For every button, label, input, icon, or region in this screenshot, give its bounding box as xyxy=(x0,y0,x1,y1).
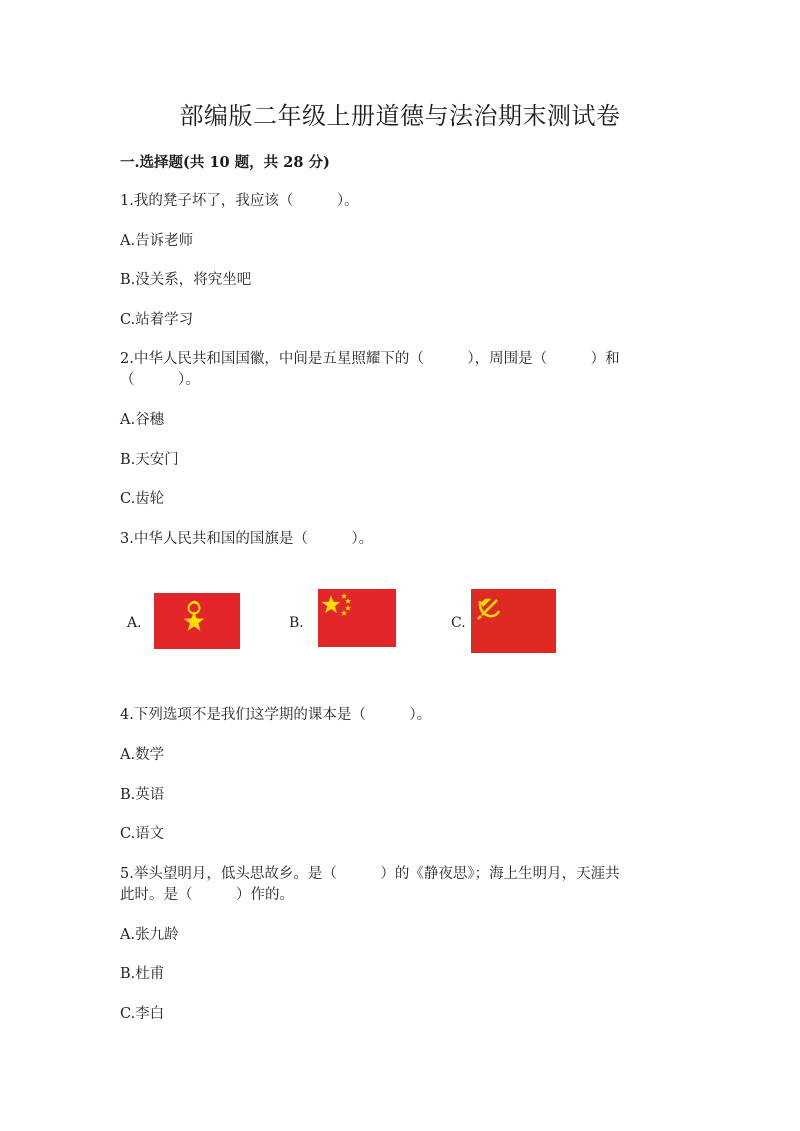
question-2-option-b: B.天安门 xyxy=(120,452,179,468)
question-5-stem: 5.举头望明月，低头思故乡。是（ ）的《静夜思》；海上生明月，天涯共 xyxy=(120,866,620,882)
flag-option-c-label: C. xyxy=(451,615,466,631)
question-5-stem-cont: 此时。是（ ）作的。 xyxy=(120,887,294,903)
question-3-stem: 3.中华人民共和国的国旗是（ ）。 xyxy=(120,531,374,547)
question-2-stem: 2.中华人民共和国国徽，中间是五星照耀下的（ ），周围是（ ）和 xyxy=(120,351,620,367)
question-5-option-a: A.张九龄 xyxy=(120,927,179,943)
question-4-option-a: A.数学 xyxy=(120,747,165,763)
question-2-stem-cont: （ ）。 xyxy=(120,372,200,388)
question-1-option-b: B.没关系，将究坐吧 xyxy=(120,272,252,288)
flag-option-b-label: B. xyxy=(289,615,304,631)
question-5-option-b: B.杜甫 xyxy=(120,966,165,982)
question-4-option-c: C.语文 xyxy=(120,826,165,842)
national-flag-icon xyxy=(318,589,396,647)
question-1-option-c: C.站着学习 xyxy=(120,312,194,328)
question-2-option-a: A.谷穗 xyxy=(120,412,165,428)
question-5-option-c: C.李白 xyxy=(120,1006,165,1022)
flag-option-a-label: A. xyxy=(127,615,142,631)
question-2-option-c: C.齿轮 xyxy=(120,491,165,507)
page-title: 部编版二年级上册道德与法治期末测试卷 xyxy=(179,102,621,130)
question-1-option-a: A.告诉老师 xyxy=(120,233,194,249)
youth-league-flag-icon xyxy=(154,593,240,649)
party-flag-icon xyxy=(471,589,556,653)
question-1-stem: 1.我的凳子坏了，我应该（ ）。 xyxy=(120,193,359,209)
question-4-stem: 4.下列选项不是我们这学期的课本是（ ）。 xyxy=(120,707,432,723)
section-heading: 一.选择题(共 10 题，共 28 分) xyxy=(120,154,330,171)
question-4-option-b: B.英语 xyxy=(120,787,165,803)
